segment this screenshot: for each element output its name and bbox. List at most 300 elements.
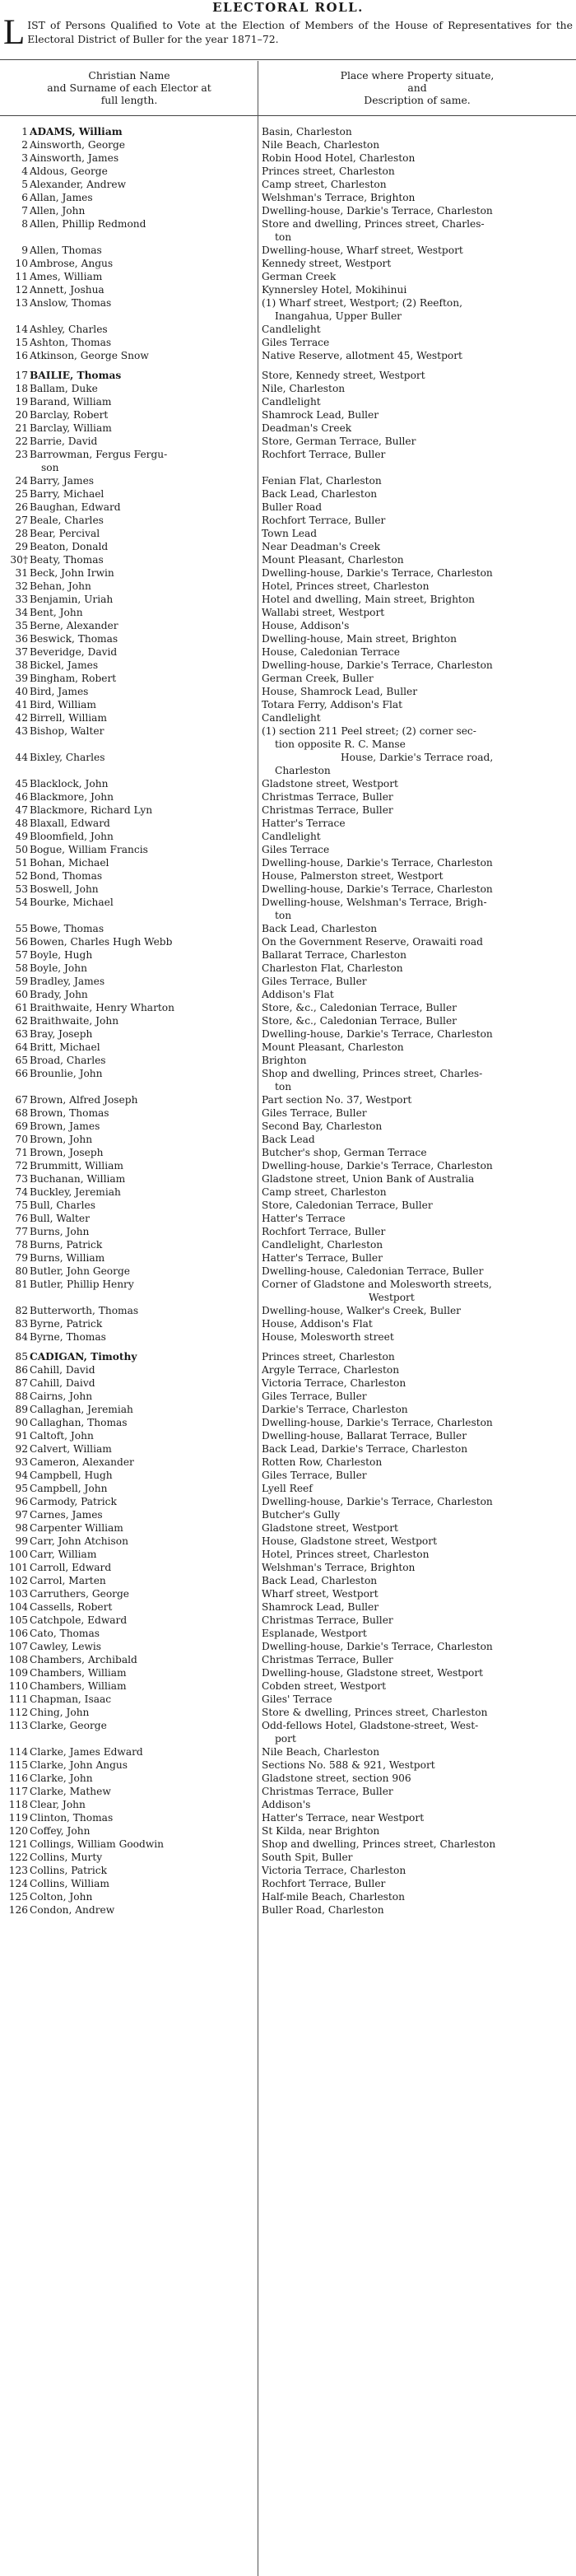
elector-number: 31	[15, 567, 28, 579]
elector-entry	[0, 125, 576, 138]
elector-name-text: Ambrose, Angus	[30, 258, 114, 269]
elector-name	[30, 685, 255, 698]
elector-entry	[0, 988, 576, 1001]
elector-name	[30, 1838, 255, 1851]
elector-name	[30, 1627, 255, 1640]
property-description	[262, 948, 574, 962]
elector-name	[30, 1225, 255, 1238]
elector-name	[30, 435, 255, 448]
elector-entry	[0, 1838, 576, 1851]
elector-name-text: Berne, Alexander	[30, 620, 118, 631]
property-line: Dwelling-house, Darkie's Terrace, Charleston	[262, 659, 493, 671]
elector-name-text: Campbell, Hugh	[30, 1470, 113, 1481]
elector-name	[30, 724, 255, 738]
elector-name-text: Boyle, Hugh	[30, 949, 93, 961]
property-line: House, Addison's	[262, 620, 350, 631]
property-line: Addison's	[262, 1799, 311, 1810]
elector-name-text: Behan, John	[30, 580, 91, 592]
property-line: Welshman's Terrace, Brighton	[262, 192, 416, 203]
elector-number: 25	[15, 488, 28, 500]
elector-number: 27	[15, 515, 28, 526]
property-line: Store & dwelling, Princes street, Charleston	[262, 1707, 488, 1718]
elector-name-text: Clarke, George	[30, 1720, 107, 1731]
elector-number: 122	[8, 1852, 28, 1863]
property-line: Second Bay, Charleston	[262, 1120, 383, 1132]
property-description	[262, 270, 574, 283]
elector-number: 40	[15, 686, 28, 697]
elector-name-text: Chambers, William	[30, 1680, 127, 1692]
elector-number: 53	[15, 883, 28, 895]
property-line: Princes street, Charleston	[262, 165, 395, 177]
elector-name	[30, 1120, 255, 1133]
property-line: Native Reserve, allotment 45, Westport	[262, 350, 462, 361]
elector-name-text: BAILIE, Thomas	[30, 370, 122, 381]
elector-entry	[0, 487, 576, 501]
elector-number: 126	[8, 1904, 28, 1916]
property-description	[262, 1238, 574, 1251]
elector-number: 73	[15, 1173, 28, 1185]
property-description	[262, 580, 574, 593]
elector-number: 21	[15, 422, 28, 434]
elector-name-text: Cato, Thomas	[30, 1628, 100, 1639]
elector-number: 92	[15, 1443, 28, 1455]
elector-number: 16	[15, 350, 28, 361]
property-line: Dwelling-house, Welshman's Terrace, Brigh-	[262, 897, 487, 908]
elector-name	[30, 1278, 255, 1291]
elector-name-text: Allen, Thomas	[30, 245, 102, 256]
elector-entry	[0, 369, 576, 382]
property-description	[262, 1719, 574, 1745]
property-description	[262, 408, 574, 422]
elector-name	[30, 349, 255, 362]
elector-name-text: Carr, William	[30, 1549, 97, 1560]
elector-number: 36	[15, 633, 28, 645]
elector-name	[30, 896, 255, 909]
property-line: (1) Wharf street, Westport; (2) Reefton,	[262, 297, 462, 309]
elector-name	[30, 935, 255, 948]
property-description	[262, 1811, 574, 1824]
elector-name-text: Burns, Patrick	[30, 1239, 103, 1251]
property-line: Argyle Terrace, Charleston	[262, 1364, 400, 1376]
property-line: Store and dwelling, Princes street, Charles-	[262, 218, 485, 230]
property-description	[262, 1172, 574, 1186]
elector-name-text: Blackmore, Richard Lyn	[30, 804, 153, 816]
property-description	[262, 191, 574, 204]
elector-name-text: Carpenter William	[30, 1522, 123, 1534]
elector-name-text: Bourke, Michael	[30, 897, 114, 908]
elector-entry	[0, 883, 576, 896]
property-description	[262, 1027, 574, 1041]
elector-name-text: Beaty, Thomas	[30, 554, 104, 566]
elector-entry	[0, 1133, 576, 1146]
elector-entry	[0, 1627, 576, 1640]
elector-name-text: Carroll, Edward	[30, 1562, 112, 1573]
property-line: House, Shamrock Lead, Buller	[262, 686, 418, 697]
property-line: House, Caledonian Terrace	[262, 646, 400, 658]
elector-name-text: Clinton, Thomas	[30, 1812, 114, 1824]
elector-number: 58	[15, 962, 28, 974]
elector-name	[30, 883, 255, 896]
elector-name	[30, 1014, 255, 1027]
property-line: St Kilda, near Brighton	[262, 1825, 380, 1837]
elector-name-text: Beck, John Irwin	[30, 567, 114, 579]
elector-name-text: Clear, John	[30, 1799, 86, 1810]
elector-entry	[0, 296, 576, 323]
property-description	[262, 435, 574, 448]
property-line: Store, &c., Caledonian Terrace, Buller	[262, 1002, 457, 1013]
elector-name	[30, 1614, 255, 1627]
elector-entry	[0, 1640, 576, 1653]
elector-name-text: Brown, Alfred Joseph	[30, 1094, 138, 1106]
elector-entry	[0, 1067, 576, 1093]
elector-number: 42	[15, 712, 28, 724]
elector-number: 49	[15, 831, 28, 842]
property-line: German Creek	[262, 271, 337, 282]
property-line: Nile, Charleston	[262, 383, 346, 394]
property-description	[262, 1146, 574, 1159]
property-description	[262, 244, 574, 257]
elector-number: 18	[15, 383, 28, 394]
elector-entry	[0, 1772, 576, 1785]
elector-name	[30, 422, 255, 435]
elector-number: 5	[21, 179, 28, 190]
property-line: Esplanade, Westport	[262, 1628, 367, 1639]
property-description	[262, 1041, 574, 1054]
elector-name	[30, 711, 255, 724]
elector-entry	[0, 1864, 576, 1877]
property-line: Basin, Charleston	[262, 126, 352, 137]
elector-entry	[0, 698, 576, 711]
header-line: Place where Property situate,	[340, 69, 495, 82]
elector-name-text: Condon, Andrew	[30, 1904, 115, 1916]
elector-entry	[0, 1054, 576, 1067]
elector-entry	[0, 1666, 576, 1679]
elector-entry	[0, 1679, 576, 1693]
elector-name	[30, 1706, 255, 1719]
property-description	[262, 1278, 574, 1304]
elector-name	[30, 1159, 255, 1172]
elector-number: 90	[15, 1417, 28, 1428]
elector-entry	[0, 896, 576, 922]
elector-entry	[0, 1442, 576, 1456]
property-description	[262, 883, 574, 896]
elector-entry	[0, 948, 576, 962]
property-description	[262, 632, 574, 645]
elector-name-text: Bray, Joseph	[30, 1028, 93, 1040]
elector-name-text: Caltoft, John	[30, 1430, 94, 1442]
elector-name-text: Beveridge, David	[30, 646, 118, 658]
elector-number: 1	[21, 126, 28, 137]
property-line: Dwelling-house, Caledonian Terrace, Buller	[262, 1265, 484, 1277]
property-line: Addison's Flat	[262, 989, 334, 1000]
elector-name-text: Beale, Charles	[30, 515, 104, 526]
elector-name-text: Callaghan, Thomas	[30, 1417, 128, 1428]
property-description	[262, 1640, 574, 1653]
property-description	[262, 606, 574, 619]
elector-name	[30, 1785, 255, 1798]
elector-entry	[0, 422, 576, 435]
column-header-property	[262, 69, 573, 106]
elector-entry	[0, 711, 576, 724]
document-title: ELECTORAL ROLL.	[212, 0, 364, 15]
elector-entry	[0, 1390, 576, 1403]
elector-name-text: Ashton, Thomas	[30, 337, 112, 348]
property-description	[262, 349, 574, 362]
elector-name	[30, 487, 255, 501]
elector-name-text: Ainsworth, James	[30, 152, 119, 164]
elector-entry	[0, 1548, 576, 1561]
elector-name	[30, 1758, 255, 1772]
elector-name-text: Collins, Murty	[30, 1852, 103, 1863]
elector-name	[30, 1640, 255, 1653]
elector-entry	[0, 962, 576, 975]
elector-name-text: Barclay, Robert	[30, 409, 109, 421]
elector-name	[30, 474, 255, 487]
elector-number: 113	[8, 1720, 28, 1731]
elector-name	[30, 645, 255, 659]
property-line: Store, German Terrace, Buller	[262, 436, 416, 447]
elector-name-text: Chambers, William	[30, 1667, 127, 1679]
elector-name-text: Brady, John	[30, 989, 88, 1000]
elector-name	[30, 817, 255, 830]
elector-name-text: Collings, William Goodwin	[30, 1838, 165, 1850]
property-description	[262, 1864, 574, 1877]
property-description	[262, 856, 574, 869]
elector-name-text: Blacklock, John	[30, 778, 109, 790]
elector-number: 61	[15, 1002, 28, 1013]
property-line: Candlelight, Charleston	[262, 1239, 383, 1251]
elector-entry	[0, 1403, 576, 1416]
property-line: Back Lead, Charleston	[262, 1575, 378, 1586]
property-line: Robin Hood Hotel, Charleston	[262, 152, 416, 164]
elector-name-text: Bradley, James	[30, 976, 105, 987]
property-line: Darkie's Terrace, Charleston	[262, 1404, 408, 1415]
elector-name-text: Bull, Walter	[30, 1213, 90, 1224]
elector-name-text: Barrowman, Fergus Fergu-	[30, 449, 168, 460]
property-line: Dwelling-house, Ballarat Terrace, Buller	[262, 1430, 467, 1442]
elector-entry	[0, 1225, 576, 1238]
elector-entry	[0, 283, 576, 296]
elector-number: 69	[15, 1120, 28, 1132]
property-description	[262, 323, 574, 336]
elector-number: 104	[8, 1601, 28, 1613]
property-line: tion opposite R. C. Manse	[275, 738, 406, 750]
elector-name-text: Bear, Percival	[30, 528, 100, 539]
elector-name-text: Coffey, John	[30, 1825, 91, 1837]
elector-entry	[0, 553, 576, 566]
property-description	[262, 685, 574, 698]
elector-entry	[0, 1456, 576, 1469]
property-description	[262, 1614, 574, 1627]
elector-entry	[0, 1106, 576, 1120]
property-description	[262, 1706, 574, 1719]
elector-number: 77	[15, 1226, 28, 1237]
property-line: Dwelling-house, Walker's Creek, Buller	[262, 1305, 462, 1316]
property-description	[262, 474, 574, 487]
property-line: Kennedy street, Westport	[262, 258, 392, 269]
property-line: Sections No. 588 & 921, Westport	[262, 1759, 435, 1771]
elector-name	[30, 540, 255, 553]
elector-entry	[0, 869, 576, 883]
elector-number: 65	[15, 1055, 28, 1066]
elector-name-text: Annett, Joshua	[30, 284, 105, 296]
elector-number: 43	[15, 725, 28, 737]
property-line: Hatter's Terrace	[262, 1213, 346, 1224]
elector-entry	[0, 323, 576, 336]
elector-name-text: Collins, Patrick	[30, 1865, 107, 1876]
property-line: Giles Terrace	[262, 844, 330, 855]
elector-name	[30, 553, 255, 566]
elector-name-text: Bixley, Charles	[30, 752, 105, 763]
property-line: Giles Terrace, Buller	[262, 976, 367, 987]
elector-name-text: Bingham, Robert	[30, 673, 117, 684]
property-description	[262, 527, 574, 540]
elector-name-text: Collins, William	[30, 1878, 109, 1889]
property-line: Lyell Reef	[262, 1483, 313, 1494]
elector-number: 57	[15, 949, 28, 961]
elector-number: 41	[15, 699, 28, 710]
elector-name-text: Clarke, James Edward	[30, 1746, 143, 1758]
header-line: Christian Name	[88, 69, 170, 82]
property-description	[262, 1304, 574, 1317]
property-description	[262, 336, 574, 349]
property-line: Dwelling-house, Wharf street, Westport	[262, 245, 463, 256]
property-line: Deadman's Creek	[262, 422, 352, 434]
elector-name-text: Chapman, Isaac	[30, 1693, 112, 1705]
property-line: Gladstone street, Westport	[262, 1522, 398, 1534]
elector-entry	[0, 1811, 576, 1824]
elector-name-text: Allan, James	[30, 192, 93, 203]
property-line: Christmas Terrace, Buller	[262, 1786, 393, 1797]
elector-entry	[0, 580, 576, 593]
elector-number: 19	[15, 396, 28, 408]
elector-name-text: Carnes, James	[30, 1509, 103, 1521]
elector-name	[30, 165, 255, 178]
property-description	[262, 804, 574, 817]
property-line: Totara Ferry, Addison's Flat	[262, 699, 403, 710]
elector-name	[30, 830, 255, 843]
elector-name-text: Carmody, Patrick	[30, 1496, 117, 1507]
property-line: Victoria Terrace, Charleston	[262, 1865, 406, 1876]
property-description	[262, 843, 574, 856]
elector-name	[30, 1693, 255, 1706]
elector-number: 99	[15, 1535, 28, 1547]
elector-name	[30, 151, 255, 165]
property-description	[262, 1482, 574, 1495]
elector-entry	[0, 1824, 576, 1838]
elector-name-text: Barry, James	[30, 475, 95, 487]
property-line: House, Gladstone street, Westport	[262, 1535, 437, 1547]
property-description	[262, 1824, 574, 1838]
elector-entry	[0, 593, 576, 606]
elector-entry	[0, 336, 576, 349]
property-description	[262, 777, 574, 790]
property-line: Nile Beach, Charleston	[262, 139, 380, 151]
elector-name-text: Catchpole, Edward	[30, 1614, 128, 1626]
elector-number: 79	[15, 1252, 28, 1264]
elector-name-text: Bickel, James	[30, 659, 99, 671]
elector-name	[30, 296, 255, 310]
elector-entry	[0, 1001, 576, 1014]
elector-name	[30, 1508, 255, 1521]
property-description	[262, 501, 574, 514]
elector-number: 75	[15, 1199, 28, 1211]
property-description	[262, 448, 574, 461]
property-description	[262, 151, 574, 165]
elector-entry	[0, 1877, 576, 1890]
elector-name-text: Butterworth, Thomas	[30, 1305, 139, 1316]
elector-entry	[0, 191, 576, 204]
property-line: Back Lead	[262, 1134, 315, 1145]
property-description	[262, 1363, 574, 1377]
elector-entry	[0, 1251, 576, 1265]
elector-entry	[0, 540, 576, 553]
property-description	[262, 1679, 574, 1693]
property-line: Gladstone street, section 906	[262, 1772, 411, 1784]
elector-number: 23	[15, 449, 28, 460]
elector-entry	[0, 1758, 576, 1772]
elector-entry	[0, 1482, 576, 1495]
elector-number: 83	[15, 1318, 28, 1330]
elector-number: 13	[15, 297, 28, 309]
elector-name	[30, 593, 255, 606]
elector-number: 12	[15, 284, 28, 296]
property-description	[262, 1106, 574, 1120]
elector-entry	[0, 151, 576, 165]
elector-number: 59	[15, 976, 28, 987]
elector-number: 91	[15, 1430, 28, 1442]
property-description	[262, 1212, 574, 1225]
elector-name	[30, 178, 255, 191]
elector-number: 51	[15, 857, 28, 869]
elector-number: 15	[15, 337, 28, 348]
property-line: Candlelight	[262, 712, 321, 724]
elector-entry	[0, 178, 576, 191]
elector-number: 103	[8, 1588, 28, 1600]
property-description	[262, 217, 574, 244]
elector-name	[30, 1172, 255, 1186]
property-line: ton	[275, 1081, 292, 1092]
elector-number: 29	[15, 541, 28, 552]
elector-entry	[0, 435, 576, 448]
elector-number: 50	[15, 844, 28, 855]
elector-name-text: Brown, John	[30, 1134, 93, 1145]
elector-name	[30, 1679, 255, 1693]
elector-entry	[0, 619, 576, 632]
property-description	[262, 1535, 574, 1548]
property-line: Ballarat Terrace, Charleston	[262, 949, 406, 961]
property-description	[262, 1159, 574, 1172]
property-line: Buller Road	[262, 501, 323, 513]
property-description	[262, 566, 574, 580]
elector-number: 124	[8, 1878, 28, 1889]
property-line: Giles' Terrace	[262, 1693, 332, 1705]
property-description	[262, 553, 574, 566]
elector-name	[30, 1265, 255, 1278]
elector-number: 3	[21, 152, 28, 164]
elector-number: 112	[8, 1707, 28, 1718]
property-line: Shamrock Lead, Buller	[262, 1601, 379, 1613]
property-line: Christmas Terrace, Buller	[262, 791, 393, 803]
elector-number: 67	[15, 1094, 28, 1106]
property-description	[262, 1772, 574, 1785]
elector-name	[30, 619, 255, 632]
property-line: Shop and dwelling, Princes street, Charles-	[262, 1068, 483, 1079]
property-description	[262, 1600, 574, 1614]
elector-entry	[0, 843, 576, 856]
elector-name	[30, 1587, 255, 1600]
property-line: Rochfort Terrace, Buller	[262, 1878, 386, 1889]
